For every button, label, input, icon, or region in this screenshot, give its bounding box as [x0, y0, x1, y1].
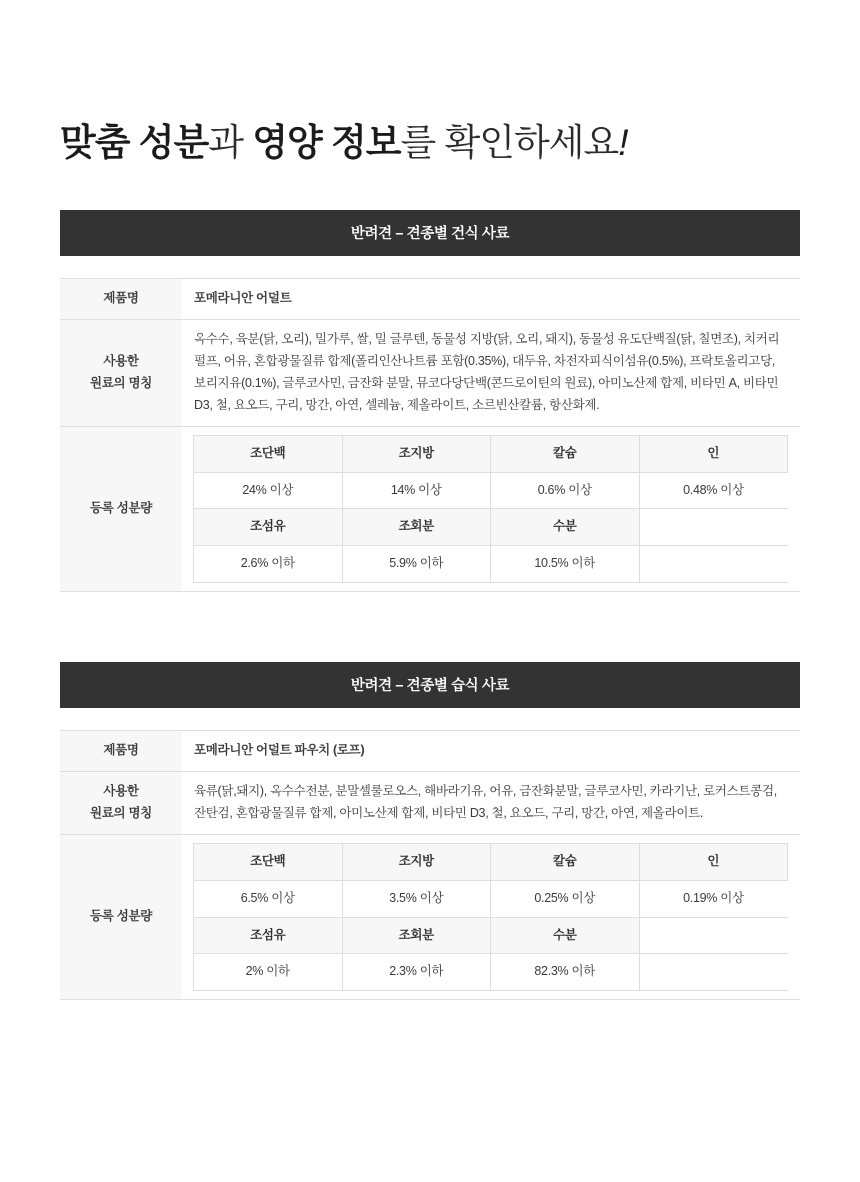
- page-title: [60, 120, 800, 166]
- nutrition-head-fat: 조지방: [342, 435, 491, 472]
- nutrition-value-moisture: 82.3% 이하: [491, 954, 640, 991]
- nutrition-head-ash: 조회분: [342, 509, 491, 546]
- row-label-ingredients-line1: 사용한: [103, 354, 139, 368]
- nutrition-value-fiber: 2% 이하: [194, 954, 343, 991]
- nutrition-head-phosphorus: 인: [639, 843, 788, 880]
- ingredients-value: 옥수수, 육분(닭, 오리), 밀가루, 쌀, 밀 글루텐, 동물성 지방(닭, 오리, 돼지), 동물성 유도단백질(닭, 칠면조), 치커리 펄프, 어유, 혼합광물질류 합제(폴리인산나트륨 포함(0.35%), 대두유, 차전자피식이섬유(0.5%), 프락토올리고당, 보리지유(0.1%), 글루코사민, 금잔화 분말, 뮤코다당단백(콘드로이틴의 원료), 아미노산제 합제, 비타민 A, 비타민 D3, 철, 요오드, 구리, 망간, 아연, 셀레늄, 제올라이트, 소르빈산칼륨, 항산화제.: [182, 320, 800, 427]
- row-label-nutrition: 등록 성분량: [60, 426, 182, 592]
- page-title-exclamation: !: [618, 122, 628, 163]
- spec-table-dry-food: [60, 278, 800, 592]
- nutrition-head-moisture: 수분: [491, 509, 640, 546]
- nutrition-head-fiber: 조섬유: [194, 509, 343, 546]
- bottom-spacer: [60, 1000, 800, 1145]
- page-title-part-2: 과: [208, 122, 253, 163]
- row-label-ingredients: [60, 772, 182, 835]
- nutrition-value-ash: 2.3% 이하: [342, 954, 491, 991]
- row-label-ingredients-line1: 사용한: [103, 784, 139, 798]
- nutrition-head-row-1: [194, 435, 788, 472]
- row-label-product-name: 제품명: [60, 731, 182, 772]
- nutrition-value-phosphorus: 0.19% 이상: [639, 880, 788, 917]
- nutrition-head-blank: [639, 509, 788, 546]
- nutrition-head-row-2: [194, 917, 788, 954]
- nutrition-value-calcium: 0.25% 이상: [491, 880, 640, 917]
- nutrition-table-cell: [182, 834, 800, 1000]
- nutrition-head-phosphorus: 인: [639, 435, 788, 472]
- nutrition-head-protein: 조단백: [194, 843, 343, 880]
- nutrition-value-moisture: 10.5% 이하: [491, 546, 640, 583]
- nutrition-value-protein: 24% 이상: [194, 472, 343, 509]
- nutrition-value-ash: 5.9% 이하: [342, 546, 491, 583]
- nutrition-head-moisture: 수분: [491, 917, 640, 954]
- table-row: [60, 772, 800, 835]
- nutrition-head-row-2: [194, 509, 788, 546]
- nutrition-head-calcium: 칼슘: [491, 435, 640, 472]
- nutrition-value-protein: 6.5% 이상: [194, 880, 343, 917]
- spec-table-wet-food: [60, 730, 800, 1000]
- nutrition-value-fat: 14% 이상: [342, 472, 491, 509]
- nutrition-value-fiber: 2.6% 이하: [194, 546, 343, 583]
- row-label-ingredients-line2: 원료의 명칭: [89, 805, 153, 820]
- page-title-part-4: 를 확인하세요: [400, 122, 619, 163]
- product-spec-page: [0, 120, 860, 1145]
- nutrition-head-calcium: 칼슘: [491, 843, 640, 880]
- nutrition-value-blank: [639, 546, 788, 583]
- section-bar-dry-food: 반려견 – 견종별 건식 사료: [60, 210, 800, 256]
- table-row: [60, 834, 800, 1000]
- nutrition-head-protein: 조단백: [194, 435, 343, 472]
- nutrition-table-cell: [182, 426, 800, 592]
- row-label-ingredients: [60, 320, 182, 427]
- section-bar-wet-food: 반려견 – 견종별 습식 사료: [60, 662, 800, 708]
- product-name-value: 포메라니안 어덜트: [182, 279, 800, 320]
- nutrition-value-row-2: [194, 546, 788, 583]
- row-label-ingredients-line2: 원료의 명칭: [89, 375, 153, 390]
- nutrition-head-fiber: 조섬유: [194, 917, 343, 954]
- nutrition-head-row-1: [194, 843, 788, 880]
- nutrition-value-row-1: [194, 472, 788, 509]
- nutrition-value-fat: 3.5% 이상: [342, 880, 491, 917]
- page-title-part-1: 맞춤 성분: [60, 122, 209, 163]
- nutrition-value-blank: [639, 954, 788, 991]
- nutrition-value-row-2: [194, 954, 788, 991]
- table-row: [60, 731, 800, 772]
- row-label-product-name: 제품명: [60, 279, 182, 320]
- nutrition-head-fat: 조지방: [342, 843, 491, 880]
- nutrition-head-ash: 조회분: [342, 917, 491, 954]
- nutrition-table-dry-food: [193, 435, 788, 584]
- nutrition-value-phosphorus: 0.48% 이상: [639, 472, 788, 509]
- nutrition-table-wet-food: [193, 843, 788, 992]
- row-label-nutrition: 등록 성분량: [60, 834, 182, 1000]
- ingredients-value: 육류(닭,돼지), 옥수수전분, 분말셀룰로오스, 해바라기유, 어유, 금잔화분말, 글루코사민, 카라기난, 로커스트콩검, 잔탄검, 혼합광물질류 합제, 아미노산제 합제, 비타민 D3, 철, 요오드, 구리, 망간, 아연, 제올라이트.: [182, 772, 800, 835]
- nutrition-value-calcium: 0.6% 이상: [491, 472, 640, 509]
- product-name-value: 포메라니안 어덜트 파우치 (로프): [182, 731, 800, 772]
- table-row: [60, 279, 800, 320]
- table-row: [60, 320, 800, 427]
- table-row: [60, 426, 800, 592]
- nutrition-head-blank: [639, 917, 788, 954]
- page-title-part-3: 영양 정보: [252, 122, 401, 163]
- nutrition-value-row-1: [194, 880, 788, 917]
